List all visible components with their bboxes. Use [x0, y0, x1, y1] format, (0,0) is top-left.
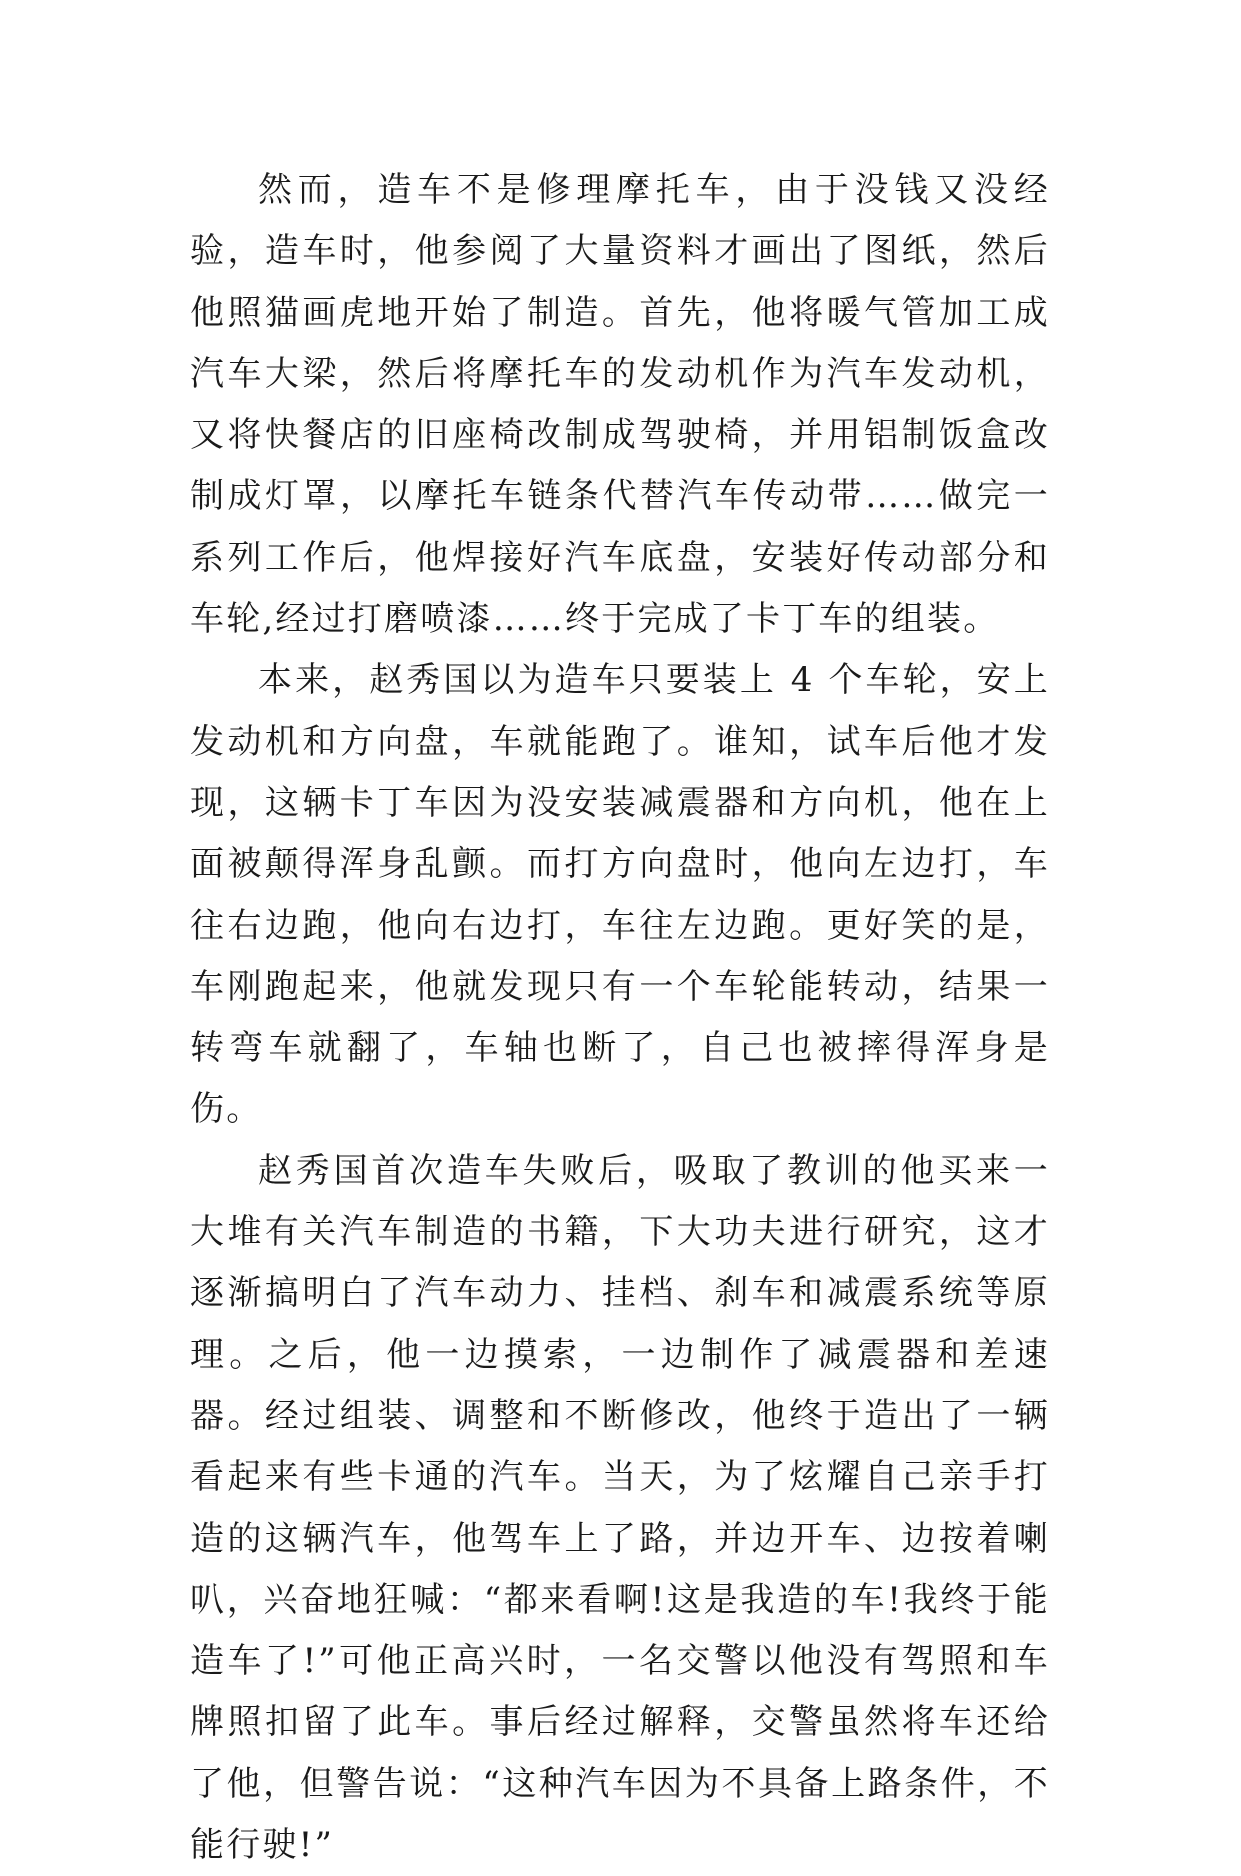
body-text	[190, 160, 1050, 1876]
paragraph-1: 然而，造车不是修理摩托车，由于没钱又没经验，造车时，他参阅了大量资料才画出了图纸，然后他照猫画虎地开始了制造。首先，他将暖气管加工成汽车大梁，然后将摩托车的发动机作为汽车发动机，又将快餐店的旧座椅改制成驾驶椅，并用铝制饭盒改制成灯罩，以摩托车链条代替汽车传动带……做完一系列工作后，他焊接好汽车底盘，安装好传动部分和车轮,经过打磨喷漆……终于完成了卡丁车的组装。	[190, 170, 1050, 640]
paragraph-3: 赵秀国首次造车失败后，吸取了教训的他买来一大堆有关汽车制造的书籍，下大功夫进行研究，这才逐渐搞明白了汽车动力、挂档、刹车和减震系统等原理。之后，他一边摸索，一边制作了减震器和差速器。经过组装、调整和不断修改，他终于造出了一辆看起来有些卡通的汽车。当天，为了炫耀自己亲手打造的这辆汽车，他驾车上了路，并边开车、边按着喇叭，兴奋地狂喊：“都来看啊!这是我造的车!我终于能造车了!”可他正高兴时，一名交警以他没有驾照和车牌照扣留了此车。事后经过解释，交警虽然将车还给了他，但警告说：“这种汽车因为不具备上路条件，不能行驶!”	[190, 1150, 1050, 1866]
paragraph-2: 本来，赵秀国以为造车只要装上 4 个车轮，安上发动机和方向盘，车就能跑了。谁知，试车后他才发现，这辆卡丁车因为没安装减震器和方向机，他在上面被颠得浑身乱颤。而打方向盘时，他向左边打，车往右边跑，他向右边打，车往左边跑。更好笑的是，车刚跑起来，他就发现只有一个车轮能转动，结果一转弯车就翻了，车轴也断了，自己也被摔得浑身是伤。	[190, 660, 1050, 1130]
